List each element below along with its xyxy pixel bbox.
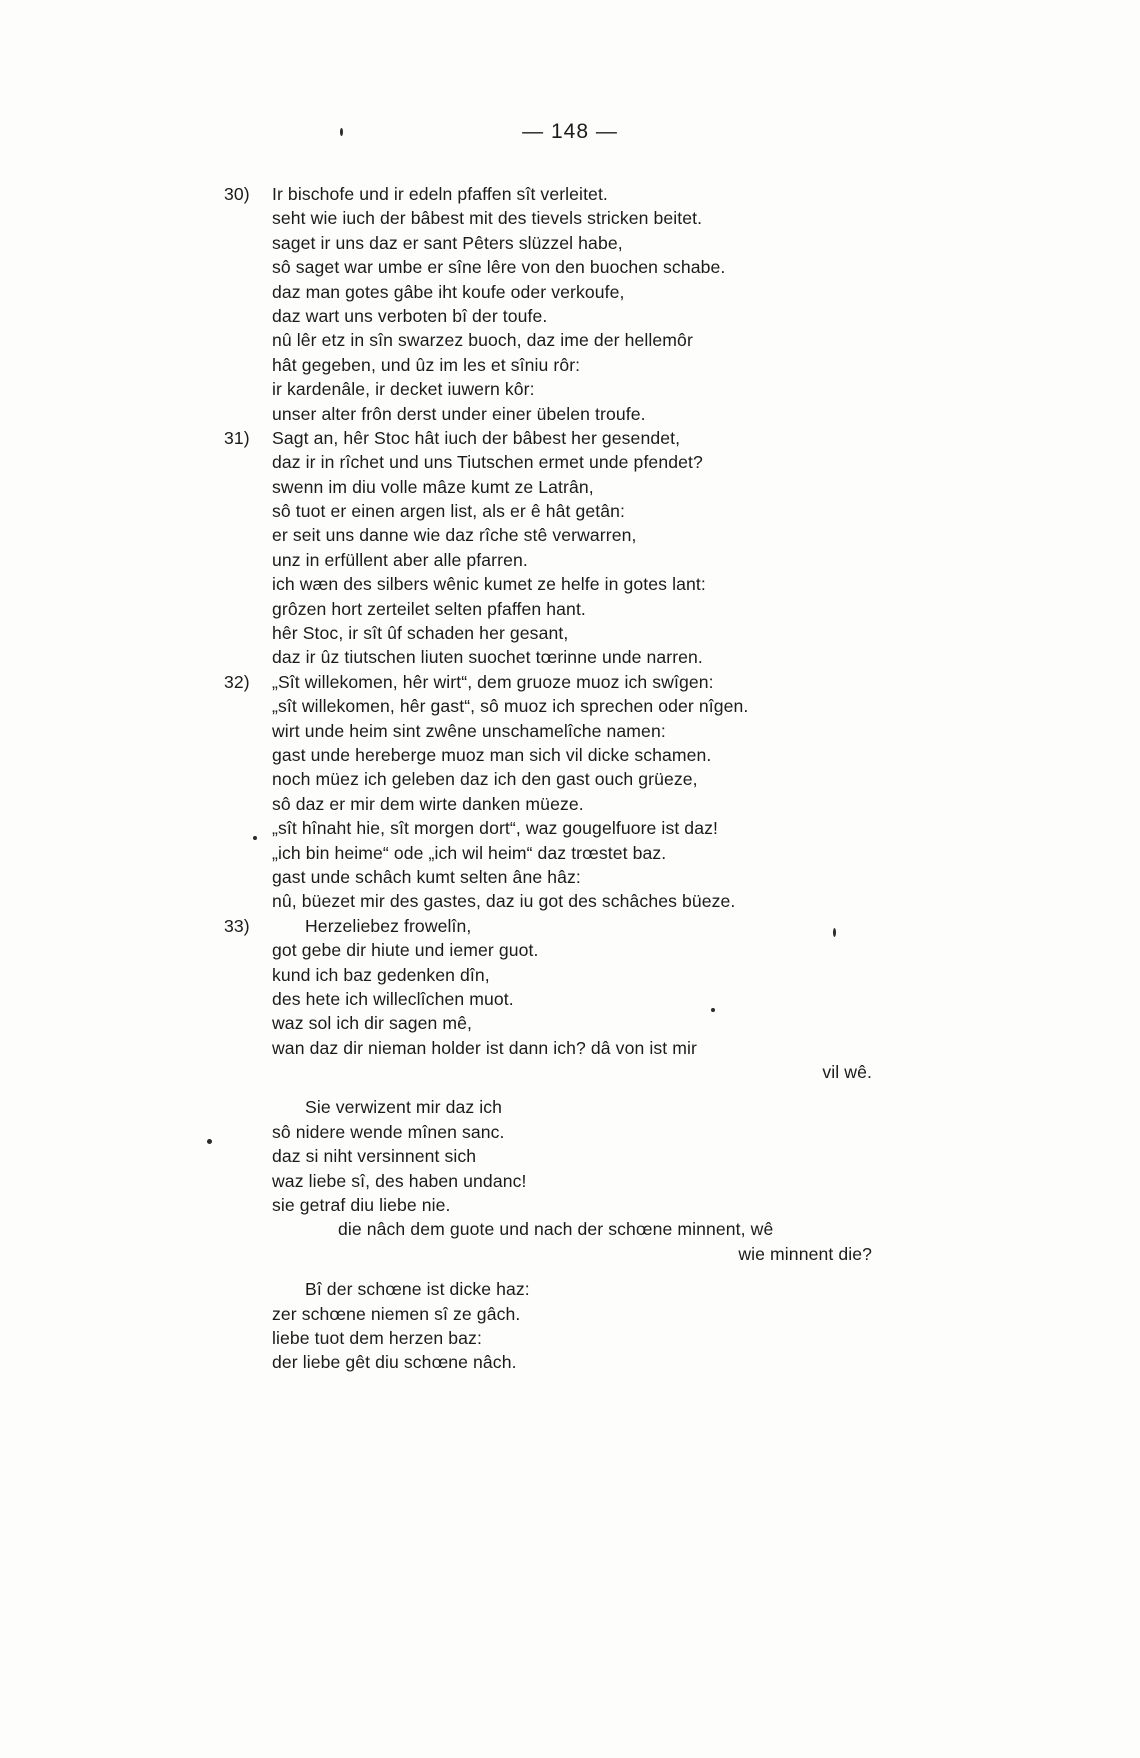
verse-text: vil wê. [822, 1062, 872, 1083]
verse-text: daz man gotes gâbe iht koufe oder verkoufe, [272, 281, 625, 302]
verse-line [272, 450, 912, 474]
verse-line [272, 328, 912, 352]
verse-text: ir kardenâle, ir decket iuwern kôr: [272, 379, 535, 400]
verse-line [272, 255, 912, 279]
verse-line [224, 182, 912, 206]
verse-text: er seit uns danne wie daz rîche stê verwarren, [272, 525, 637, 546]
verse-line [272, 1193, 912, 1217]
verse-line [272, 499, 912, 523]
verse-line [272, 621, 912, 645]
verse-text: „sît hînaht hie, sît morgen dort“, waz gougelfuore ist daz! [272, 818, 718, 839]
verse-line [272, 1060, 912, 1084]
verse-line [272, 1120, 912, 1144]
verse-line [272, 743, 912, 767]
scan-speck [711, 1008, 715, 1012]
verse-text: unz in erfüllent aber alle pfarren. [272, 549, 528, 570]
verse-line [272, 548, 912, 572]
verse-line [272, 1350, 912, 1374]
verse-line [272, 987, 912, 1011]
verse-text: die nâch dem guote und nach der schœne minnent, wê [338, 1219, 774, 1240]
verse-line [272, 523, 912, 547]
verse-text: sô daz er mir dem wirte danken müeze. [272, 793, 584, 814]
verse-text: hêr Stoc, ir sît ûf schaden her gesant, [272, 623, 569, 644]
stanza-number: 33) [224, 915, 250, 936]
verse-line [272, 1326, 912, 1350]
verse-line [272, 645, 912, 669]
scan-speck [207, 1139, 212, 1144]
verse-text: Ir bischofe und ir edeln pfaffen sît verleitet. [272, 184, 608, 204]
verse-line [272, 206, 912, 230]
verse-line [272, 231, 912, 255]
verse-line [272, 1302, 912, 1326]
verse-text: gast unde hereberge muoz man sich vil dicke schamen. [272, 744, 712, 765]
verse-line [272, 767, 912, 791]
verse-line [272, 1277, 912, 1301]
verse-text: sô tuot er einen argen list, als er ê hât getân: [272, 501, 625, 522]
verse-line [224, 670, 912, 694]
verse-text: saget ir uns daz er sant Pêters slüzzel habe, [272, 232, 623, 253]
page-number: — 148 — [522, 120, 618, 143]
verse-line [272, 841, 912, 865]
verse-text: Sie verwizent mir daz ich [305, 1097, 503, 1118]
verse-text: Sagt an, hêr Stoc hât iuch der bâbest her gesendet, [272, 427, 681, 448]
verse-line [272, 1095, 912, 1119]
verse-text: sô saget war umbe er sîne lêre von den buochen schabe. [272, 257, 726, 278]
verse-text: swenn im diu volle mâze kumt ze Latrân, [272, 476, 594, 497]
poem-body [224, 182, 912, 1375]
scan-speck [833, 928, 836, 937]
verse-text: kund ich baz gedenken dîn, [272, 964, 490, 985]
verse-text: des hete ich willeclîchen muot. [272, 988, 514, 1009]
verse-text: „sît willekomen, hêr gast“, sô muoz ich sprechen oder nîgen. [272, 696, 749, 717]
verse-line [272, 1036, 912, 1060]
verse-line [272, 1217, 912, 1241]
stanza-spacer [272, 1266, 912, 1277]
verse-line [272, 1169, 912, 1193]
verse-line [272, 694, 912, 718]
verse-line [224, 914, 912, 938]
verse-text: ich wæn des silbers wênic kumet ze helfe in gotes lant: [272, 574, 706, 595]
stanza-spacer [272, 1084, 912, 1095]
verse-text: daz ir in rîchet und uns Tiutschen ermet unde pfendet? [272, 452, 703, 473]
verse-text: waz sol ich dir sagen mê, [272, 1013, 473, 1034]
verse-text: wie minnent die? [738, 1243, 872, 1264]
verse-line [224, 426, 912, 450]
verse-text: sie getraf diu liebe nie. [272, 1195, 451, 1216]
verse-text: grôzen hort zerteilet selten pfaffen hant. [272, 598, 586, 619]
verse-text: waz liebe sî, des haben undanc! [272, 1170, 527, 1191]
verse-line [272, 963, 912, 987]
scan-speck [340, 128, 343, 136]
verse-text: unser alter frôn derst under einer übelen troufe. [272, 403, 646, 424]
verse-text: „Sît willekomen, hêr wirt“, dem gruoze muoz ich swîgen: [272, 671, 714, 692]
verse-line [272, 889, 912, 913]
verse-text: daz wart uns verboten bî der toufe. [272, 305, 548, 326]
verse-line [272, 719, 912, 743]
verse-text: wan daz dir nieman holder ist dann ich? dâ von ist mir [272, 1037, 697, 1058]
verse-text: wirt unde heim sint zwêne unschamelîche namen: [272, 720, 666, 741]
verse-line [272, 1011, 912, 1035]
verse-text: liebe tuot dem herzen baz: [272, 1327, 482, 1348]
verse-line [272, 304, 912, 328]
verse-line [272, 1242, 912, 1266]
verse-text: nû, büezet mir des gastes, daz iu got des schâches büeze. [272, 891, 736, 912]
verse-text: gast unde schâch kumt selten âne hâz: [272, 866, 581, 887]
verse-text: daz ir ûz tiutschen liuten suochet tœrinne unde narren. [272, 647, 703, 668]
verse-line [272, 475, 912, 499]
verse-line [272, 280, 912, 304]
verse-text: Bî der schœne ist dicke haz: [305, 1279, 530, 1300]
verse-text: zer schœne niemen sî ze gâch. [272, 1303, 521, 1324]
verse-text: got gebe dir hiute und iemer guot. [272, 940, 539, 961]
verse-line [272, 572, 912, 596]
stanza-number: 32) [224, 671, 250, 692]
verse-line [272, 597, 912, 621]
verse-text: sô nidere wende mînen sanc. [272, 1121, 505, 1142]
verse-text: daz si niht versinnent sich [272, 1146, 477, 1167]
verse-text: seht wie iuch der bâbest mit des tievels stricken beitet. [272, 208, 703, 229]
verse-text: nû lêr etz in sîn swarzez buoch, daz ime der hellemôr [272, 330, 693, 351]
stanza-number: 31) [224, 427, 250, 448]
verse-text: „ich bin heime“ ode „ich wil heim“ daz trœstet baz. [272, 842, 667, 863]
scan-speck [253, 836, 257, 840]
verse-text: hât gegeben, und ûz im les et sîniu rôr: [272, 354, 581, 375]
verse-line [272, 816, 912, 840]
verse-line [272, 792, 912, 816]
verse-text: Herzeliebez frowelîn, [305, 915, 472, 936]
verse-line [272, 377, 912, 401]
verse-text: der liebe gêt diu schœne nâch. [272, 1352, 517, 1373]
verse-line [272, 353, 912, 377]
verse-line [272, 402, 912, 426]
verse-line [272, 865, 912, 889]
verse-line [272, 1144, 912, 1168]
verse-text: noch müez ich geleben daz ich den gast ouch grüeze, [272, 769, 698, 790]
stanza-number: 30) [224, 184, 250, 204]
verse-line [272, 938, 912, 962]
